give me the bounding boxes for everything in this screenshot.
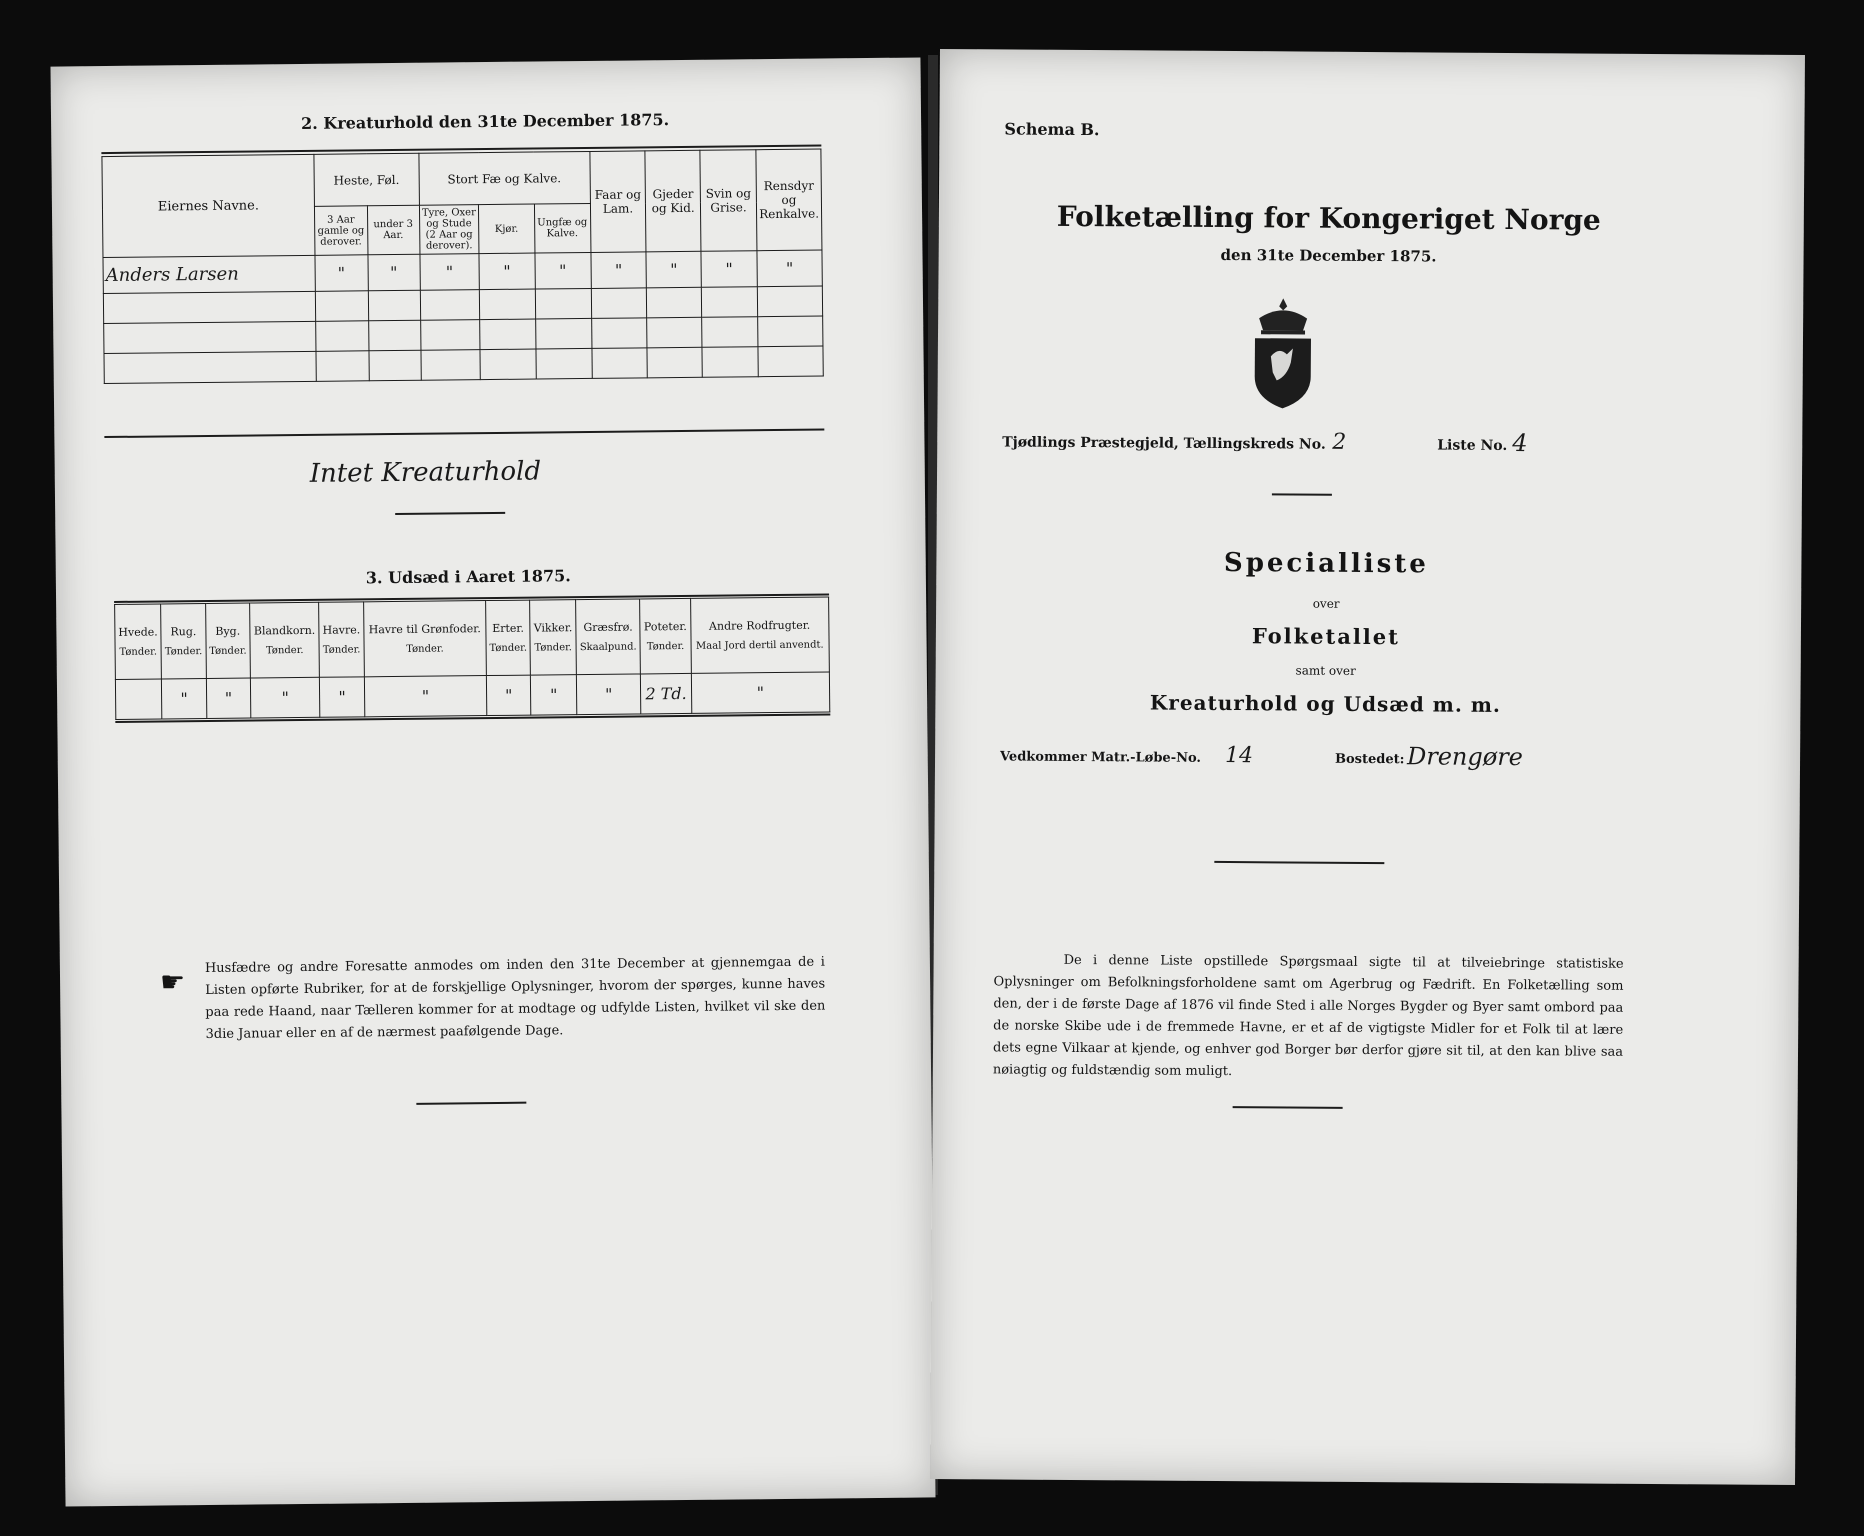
table-row xyxy=(104,346,823,384)
ditto-mark: " xyxy=(757,250,822,287)
seed-header-unit: Tønder. xyxy=(489,642,528,655)
seed-value: " xyxy=(250,677,320,718)
seed-value: " xyxy=(576,674,641,715)
parish-label: Tjødlings Præstegjeld, Tællingskreds No. xyxy=(1002,434,1326,453)
ditto-mark: " xyxy=(701,251,758,288)
list-number: 4 xyxy=(1512,429,1528,458)
matr-number: 14 xyxy=(1224,743,1254,769)
specialliste-heading: Specialliste xyxy=(1223,547,1429,580)
seed-header xyxy=(640,598,691,674)
seed-header xyxy=(575,599,640,675)
matr-label: Vedkommer Matr.-Løbe-No. xyxy=(1000,749,1202,766)
header-pigs: Svin og Grise. xyxy=(700,150,757,252)
info-paragraph: De i denne Liste opstillede Spørgsmaal sigte til at tilveiebringe statistiske Oplysninger om Befolkningsforholdene samt om Agerbrug og Fædrift. En Folketælling som den, der i de første Dage af 1876 vil finde Sted i alle Norges Bygder og Byer samt ombord paa de norske Skibe ude i de fremmede Havne, er et af de vigtigste Midler for et Folk til at lære dets egne Vilkaar at kjende, og enhver god Borger bør derfor gjøre sit til, at den kan blive saa nøiagtig og fuldstændig som muligt. xyxy=(992,952,1624,1080)
seed-header-name: Rug. xyxy=(170,625,197,639)
seed-header-unit: Tønder. xyxy=(322,644,361,656)
header-reindeer: Rensdyr og Renkalve. xyxy=(756,149,822,251)
left-page xyxy=(50,57,935,1506)
header-cattle-sub3: Ungfæ og Kalve. xyxy=(534,203,591,253)
seed-header-unit: Tønder. xyxy=(406,643,444,655)
seed-value: " xyxy=(364,676,487,717)
seed-table xyxy=(114,596,830,719)
pointing-hand-icon: ☛ xyxy=(159,965,186,999)
seed-header-unit: Tønder. xyxy=(209,645,247,657)
owner-name: Anders Larsen xyxy=(103,255,315,293)
right-page xyxy=(930,49,1805,1485)
seed-header xyxy=(161,604,206,679)
header-horses-sub1: 3 Aar gamle og derover. xyxy=(314,206,367,256)
rule xyxy=(1233,1106,1343,1109)
ditto-mark: " xyxy=(535,252,591,289)
seed-header-name: Havre. xyxy=(322,623,361,637)
over-text: over xyxy=(1312,596,1340,611)
seed-header xyxy=(486,600,531,675)
rule xyxy=(104,429,824,439)
seed-header xyxy=(205,603,250,678)
ditto-mark: " xyxy=(315,255,368,292)
seed-header-name: Hvede. xyxy=(118,625,158,639)
list-label: Liste No. xyxy=(1437,437,1508,454)
seed-header-name: Poteter. xyxy=(643,619,687,634)
ditto-mark: " xyxy=(479,253,535,290)
seed-value: " xyxy=(206,678,251,718)
header-horses: Heste, Føl. xyxy=(314,153,419,206)
samt-over-text: samt over xyxy=(1295,663,1356,678)
district-number: 2 xyxy=(1332,429,1347,455)
seed-header-name: Havre til Grønfoder. xyxy=(368,622,481,637)
seed-header-unit: Tønder. xyxy=(646,640,685,653)
handwritten-note: Intet Kreaturhold xyxy=(309,456,542,489)
ditto-mark: " xyxy=(420,254,480,291)
seed-header-name: Blandkorn. xyxy=(253,623,316,638)
seed-header-unit: Skaalpund. xyxy=(579,641,637,654)
seed-header xyxy=(319,602,364,677)
section2-title: 2. Kreaturhold den 31te December 1875. xyxy=(300,110,670,133)
livestock-table xyxy=(101,149,823,385)
header-goats: Gjeder og Kid. xyxy=(645,150,701,252)
seed-header-unit: Tønder. xyxy=(534,642,573,654)
seed-header-name: Byg. xyxy=(215,624,241,638)
seed-value: " xyxy=(486,675,531,715)
rule xyxy=(1272,493,1332,495)
rule xyxy=(416,1102,526,1105)
ditto-mark: " xyxy=(646,251,701,288)
seed-header-unit: Tønder. xyxy=(265,644,304,657)
header-cattle-sub1: Tyre, Oxer og Stude (2 Aar og derover). xyxy=(419,205,479,255)
seed-header-name: Erter. xyxy=(492,621,524,636)
seed-header-unit: Tønder. xyxy=(119,646,158,658)
seed-header-name: Andre Rodfrugter. xyxy=(708,618,811,633)
seed-value: " xyxy=(531,675,577,715)
ditto-mark: " xyxy=(591,252,647,289)
header-cattle-sub2: Kjør. xyxy=(479,204,535,254)
seed-header-name: Vikker. xyxy=(533,621,573,635)
schema-label: Schema B. xyxy=(1004,119,1100,140)
seed-header xyxy=(115,604,162,679)
seed-header-name: Græsfrø. xyxy=(583,620,633,635)
seed-value: " xyxy=(691,672,830,713)
section3-title: 3. Udsæd i Aaret 1875. xyxy=(365,566,571,588)
ditto-mark: " xyxy=(368,254,420,291)
seed-header-unit: Maal Jord dertil anvendt. xyxy=(695,639,824,652)
seed-header xyxy=(530,600,576,675)
seed-header xyxy=(690,597,829,673)
seed-value xyxy=(115,679,162,719)
seed-header xyxy=(363,601,486,677)
seed-header xyxy=(250,602,320,678)
header-sheep: Faar og Lam. xyxy=(590,151,647,253)
coat-of-arms-icon xyxy=(1242,296,1323,412)
seed-value: 2 Td. xyxy=(641,673,691,714)
bosted-label: Bostedet: xyxy=(1335,751,1405,768)
folketallet-heading: Folketallet xyxy=(1251,623,1400,650)
kreaturhold-heading: Kreaturhold og Udsæd m. m. xyxy=(1149,690,1502,717)
subtitle: den 31te December 1875. xyxy=(1220,245,1437,266)
header-horses-sub2: under 3 Aar. xyxy=(367,205,420,255)
rule xyxy=(1214,861,1384,864)
title: Folketælling for Kongeriget Norge xyxy=(1056,199,1601,237)
header-cattle: Stort Fæ og Kalve. xyxy=(418,151,590,205)
bosted-value: Drengøre xyxy=(1406,742,1524,772)
seed-header-unit: Tønder. xyxy=(164,646,203,658)
seed-value: " xyxy=(320,677,365,717)
notice-text: Husfædre og andre Foresatte anmodes om inden den 31te December at gjennemgaa de i Listen opførte Rubriker, for at de forskjellige Oplysninger, hvorom der spørges, kunne haves paa rede Haand, naar Tælleren kommer for at modtage og udfylde Listen, hvilket vil ske den 3die Januar eller en af de nærmest paafølgende Dage. xyxy=(204,954,826,1043)
seed-value: " xyxy=(162,678,207,718)
header-owner: Eiernes Navne. xyxy=(102,154,315,257)
rule xyxy=(395,512,505,515)
